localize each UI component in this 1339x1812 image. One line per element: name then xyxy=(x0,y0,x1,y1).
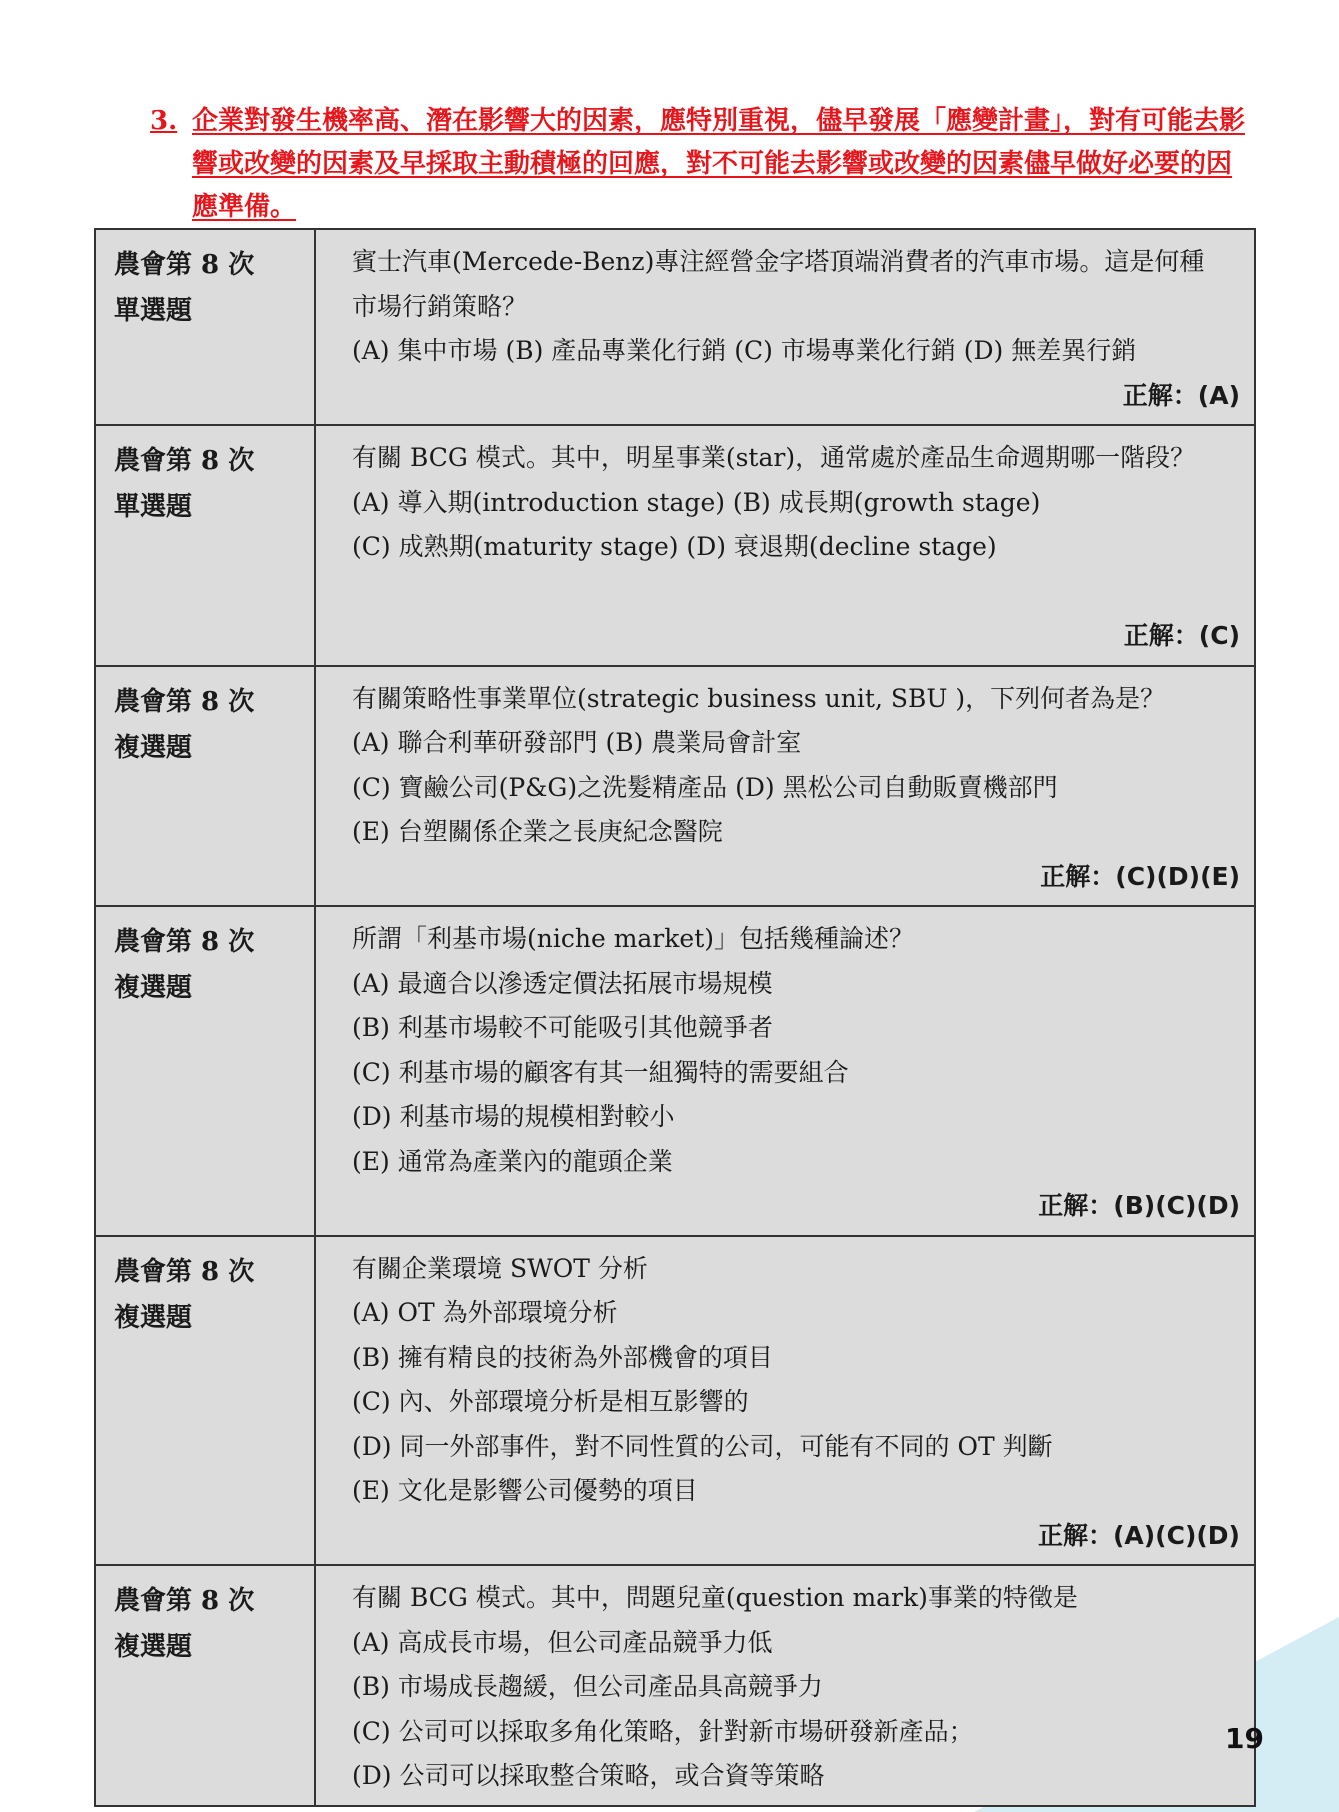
question-source-cell xyxy=(95,906,315,1236)
question-line: (D) 利基市場的規模相對較小 xyxy=(352,1102,675,1131)
question-line: 有關策略性事業單位(strategic business unit, SBU )，下列何者為是？ xyxy=(352,683,1166,713)
question-type: 單選題 xyxy=(114,296,193,326)
question-row xyxy=(95,1236,1255,1566)
question-line: (C) 寶鹼公司(P&G)之洗髮精產品 (D) 黑松公司自動販賣機部門 xyxy=(352,772,1058,802)
page-number: 19 xyxy=(1225,1722,1264,1755)
question-source-cell xyxy=(95,229,315,425)
question-type: 複選題 xyxy=(114,1302,193,1333)
answer-label: 正解：(C) xyxy=(1123,621,1240,650)
section-heading-text: 企業對發生機率高、潛在影響大的因素，應特別重視，儘早發展「應變計畫」，對有可能去影響或改變的因素及早採取主動積極的回應，對不可能去影響或改變的因素儘早做好必要的因應準備。 xyxy=(192,106,1246,222)
question-line: (A) 最適合以滲透定價法拓展市場規模 xyxy=(352,968,773,998)
question-source: 農會第 8 次 xyxy=(114,1586,255,1616)
answer-label: 正解：(C)(D)(E) xyxy=(1040,861,1240,891)
question-body-cell xyxy=(315,906,1255,1236)
question-row xyxy=(95,666,1255,907)
question-line: (E) 文化是影響公司優勢的項目 xyxy=(352,1476,698,1505)
question-line: (E) 通常為產業內的龍頭企業 xyxy=(352,1146,673,1176)
answer-label: 正解：(A) xyxy=(1122,380,1240,410)
question-type: 複選題 xyxy=(114,732,193,763)
question-line: (C) 利基市場的顧客有其一組獨特的需要組合 xyxy=(352,1057,849,1087)
question-type: 複選題 xyxy=(114,1632,193,1662)
question-line: (B) 利基市場較不可能吸引其他競爭者 xyxy=(352,1013,773,1042)
question-line: (A) 導入期(introduction stage) (B) 成長期(growth stage) xyxy=(352,487,1041,517)
question-line: 賓士汽車(Mercede-Benz)專注經營金字塔頂端消費者的汽車市場。這是何種 xyxy=(352,247,1205,276)
question-line xyxy=(352,570,1240,615)
question-type: 複選題 xyxy=(114,973,193,1003)
question-row xyxy=(95,425,1255,666)
question-source: 農會第 8 次 xyxy=(114,250,255,280)
answer-label: 正解：(B)(C)(D) xyxy=(1038,1191,1240,1220)
question-line: (A) 高成長市場，但公司產品競爭力低 xyxy=(352,1627,773,1657)
question-line: (B) 擁有精良的技術為外部機會的項目 xyxy=(352,1342,773,1372)
question-line: 有關 BCG 模式。其中，明星事業(star)，通常處於產品生命週期哪一階段？ xyxy=(352,443,1196,472)
question-body-cell xyxy=(315,666,1255,907)
question-body-cell xyxy=(315,425,1255,666)
question-line: (D) 公司可以採取整合策略，或合資等策略 xyxy=(352,1761,825,1790)
question-line: (A) OT 為外部環境分析 xyxy=(352,1298,618,1327)
question-line: (C) 成熟期(maturity stage) (D) 衰退期(decline stage) xyxy=(352,532,997,561)
question-source-cell xyxy=(95,1565,315,1806)
question-line: (C) 公司可以採取多角化策略，針對新市場研發新產品； xyxy=(352,1716,974,1746)
question-row xyxy=(95,229,1255,425)
question-row xyxy=(95,1565,1255,1806)
question-source-cell xyxy=(95,1236,315,1566)
question-body-cell xyxy=(315,229,1255,425)
question-line: (C) 內、外部環境分析是相互影響的 xyxy=(352,1387,749,1416)
question-source-cell xyxy=(95,666,315,907)
question-body-cell xyxy=(315,1565,1255,1806)
question-line: (D) 同一外部事件，對不同性質的公司，可能有不同的 OT 判斷 xyxy=(352,1431,1053,1461)
question-type: 單選題 xyxy=(114,492,193,522)
question-table xyxy=(94,228,1256,1807)
question-row xyxy=(95,906,1255,1236)
question-line: (A) 集中市場 (B) 產品專業化行銷 (C) 市場專業化行銷 (D) 無差異行銷 xyxy=(352,336,1137,365)
question-line: 有關 BCG 模式。其中，問題兒童(question mark)事業的特徵是 xyxy=(352,1583,1078,1612)
answer-label: 正解：(A)(C)(D) xyxy=(1037,1520,1240,1550)
question-line: 所謂「利基市場(niche market)」包括幾種論述？ xyxy=(352,924,915,953)
question-source: 農會第 8 次 xyxy=(114,1256,255,1287)
question-source: 農會第 8 次 xyxy=(114,686,255,717)
question-line: (A) 聯合利華研發部門 (B) 農業局會計室 xyxy=(352,728,802,757)
question-body-cell xyxy=(315,1236,1255,1566)
question-source-cell xyxy=(95,425,315,666)
question-source: 農會第 8 次 xyxy=(114,446,255,476)
question-line: (B) 市場成長趨緩，但公司產品具高競爭力 xyxy=(352,1672,823,1701)
question-line: 有關企業環境 SWOT 分析 xyxy=(352,1253,648,1283)
question-line: (E) 台塑關係企業之長庚紀念醫院 xyxy=(352,817,723,846)
question-line: 市場行銷策略？ xyxy=(352,291,528,321)
question-source: 農會第 8 次 xyxy=(114,927,255,957)
section-number: 3. xyxy=(150,106,178,136)
section-heading xyxy=(150,100,1250,229)
